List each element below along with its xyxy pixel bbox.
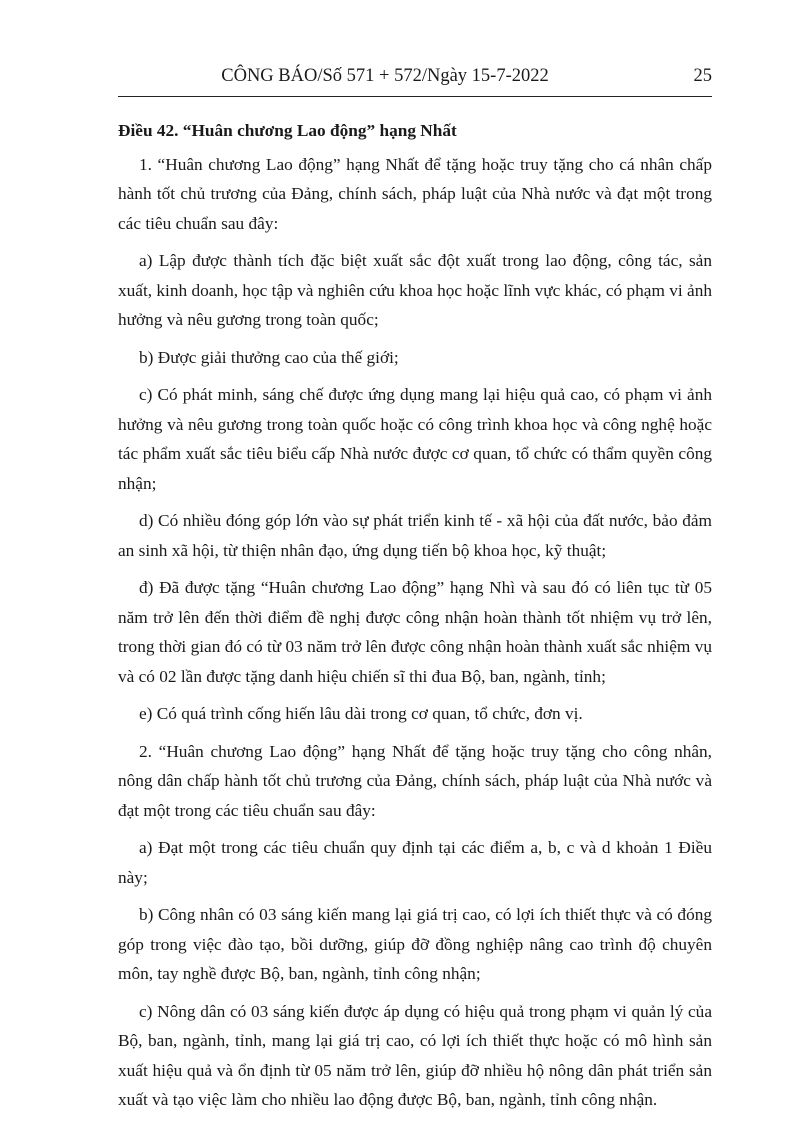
clause-1-intro: 1. “Huân chương Lao động” hạng Nhất để tặng hoặc truy tặng cho cá nhân chấp hành tốt chủ trương của Đảng, chính sách, pháp luật của Nhà nước và đạt một trong các tiêu chuẩn sau đây: <box>118 154 712 233</box>
article-body <box>118 116 712 1123</box>
clause-2-intro: 2. “Huân chương Lao động” hạng Nhất để tặng hoặc truy tặng cho công nhân, nông dân chấp hành tốt chủ trương của Đảng, chính sách, pháp luật của Nhà nước và đạt một trong các tiêu chuẩn sau đây: <box>118 741 712 820</box>
clause-2-point-b: b) Công nhân có 03 sáng kiến mang lại giá trị cao, có lợi ích thiết thực và có đóng góp trong việc đào tạo, bồi dưỡng, giúp đỡ đồng nghiệp nâng cao trình độ chuyên môn, tay nghề được Bộ, ban, ngành, tỉnh công nhận; <box>118 905 712 983</box>
clause-1-point-a: a) Lập được thành tích đặc biệt xuất sắc đột xuất trong lao động, công tác, sản xuất, kinh doanh, học tập và nghiên cứu khoa học hoặc lĩnh vực khác, có phạm vi ảnh hưởng và nêu gương trong toàn quốc; <box>118 251 712 329</box>
article-heading: Điều 42. “Huân chương Lao động” hạng Nhất <box>118 121 457 140</box>
page-number: 25 <box>693 66 712 86</box>
clause-2-point-a: a) Đạt một trong các tiêu chuẩn quy định tại các điểm a, b, c và d khoản 1 Điều này; <box>118 838 712 887</box>
clause-1-point-b: b) Được giải thưởng cao của thế giới; <box>139 347 399 367</box>
gazette-title: CÔNG BÁO/Số 571 + 572/Ngày 15-7-2022 <box>221 66 549 86</box>
clause-1-point-d: d) Có nhiều đóng góp lớn vào sự phát triển kinh tế - xã hội của đất nước, bảo đảm an sinh xã hội, từ thiện nhân đạo, ứng dụng tiến bộ khoa học, kỹ thuật; <box>118 511 712 560</box>
clause-1-point-e: e) Có quá trình cống hiến lâu dài trong cơ quan, tổ chức, đơn vị. <box>139 704 583 723</box>
clause-2-point-c: c) Nông dân có 03 sáng kiến được áp dụng có hiệu quả trong phạm vi quản lý của Bộ, ban, ngành, tỉnh, mang lại giá trị cao, có lợi ích thiết thực hoặc có mô hình sản xuất hiệu quả và ổn định từ 05 năm trở lên, giúp đỡ nhiều hộ nông dân phát triển sản xuất và tạo việc làm cho nhiều lao động được Bộ, ban, ngành, tỉnh công nhận. <box>118 1001 712 1109</box>
clause-1-point-c: c) Có phát minh, sáng chế được ứng dụng mang lại hiệu quả cao, có phạm vi ảnh hưởng và nêu gương trong toàn quốc hoặc có công trình khoa học và công nghệ hoặc tác phẩm xuất sắc tiêu biểu cấp Nhà nước được cơ quan, tổ chức có thẩm quyền công nhận; <box>118 385 712 493</box>
clause-1-point-dd: đ) Đã được tặng “Huân chương Lao động” hạng Nhì và sau đó có liên tục từ 05 năm trở lên đến thời điểm đề nghị được công nhận hoàn thành tốt nhiệm vụ trở lên, trong thời gian đó có từ 03 năm trở lên được công nhận hoàn thành xuất sắc nhiệm vụ và có 02 lần được tặng danh hiệu chiến sĩ thi đua Bộ, ban, ngành, tỉnh; <box>118 578 712 686</box>
page-header <box>118 66 712 96</box>
header-divider <box>118 96 712 97</box>
